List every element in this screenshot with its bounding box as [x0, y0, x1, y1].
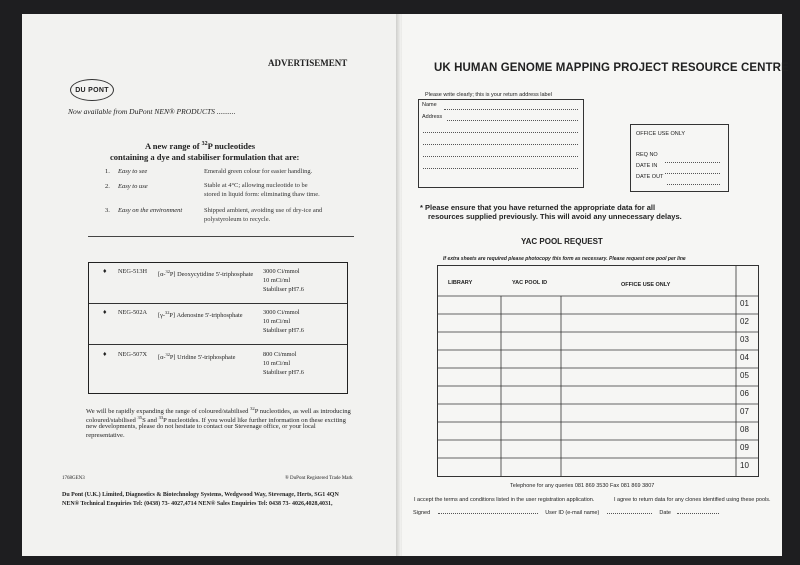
body-line: We will be rapidly expanding the range of coloured/stabilised $^{32}$P nucleotides, as well as introducing	[86, 406, 351, 416]
column-header-library: LIBRARY	[448, 280, 473, 286]
bullet-icon: ♦	[103, 267, 107, 275]
signature-field[interactable]	[438, 513, 538, 514]
req-no-label: REQ NO	[636, 152, 658, 158]
library-cell[interactable]	[438, 314, 501, 332]
library-cell[interactable]	[438, 404, 501, 422]
product-spec: Stabiliser pH7.6	[263, 369, 304, 376]
date-out-label: DATE OUT	[636, 174, 664, 180]
company-address: Du Pont (U.K.) Limited, Diagnostics & Biotechnology Systems, Wedgwood Way, Stevenage, Herts, SG1 4QN	[62, 492, 339, 498]
name-label: Name	[422, 102, 437, 108]
feature-description: Emerald green colour for easier handling.	[204, 168, 313, 175]
row-number: 07	[740, 407, 749, 416]
row-number: 03	[740, 335, 749, 344]
library-cell[interactable]	[438, 332, 501, 350]
product-code: NEG-502A	[118, 309, 148, 316]
yac-pool-id-cell[interactable]	[501, 332, 561, 350]
address-field[interactable]	[423, 156, 578, 157]
row-number: 08	[740, 425, 749, 434]
headline-line-2: containing a dye and stabiliser formulation that are:	[110, 152, 300, 162]
address-prompt: Please write clearly; this is your return address label	[425, 92, 552, 98]
yac-pool-id-cell[interactable]	[501, 296, 561, 314]
library-cell[interactable]	[438, 368, 501, 386]
office-use-cell	[561, 386, 736, 404]
trademark-note: ® DuPont Registered Trade Mark	[285, 476, 353, 481]
address-field[interactable]	[423, 168, 578, 169]
user-id-label: User ID (e-mail name)	[545, 510, 600, 516]
advertisement-label: ADVERTISEMENT	[268, 58, 348, 68]
row-number: 02	[740, 317, 749, 326]
yac-pool-id-cell[interactable]	[501, 404, 561, 422]
reference-code: 1768GEN3	[62, 476, 85, 481]
page-title: UK HUMAN GENOME MAPPING PROJECT RESOURCE CENTRE	[434, 62, 789, 74]
dupont-logo	[70, 79, 114, 101]
product-spec: 10 mCi/ml	[263, 318, 291, 325]
product-name: [γ-$^{32}$P] Adenosine 5'-triphosphate	[158, 310, 243, 320]
yac-request-title: YAC POOL REQUEST	[521, 237, 603, 246]
column-header-office-use: OFFICE USE ONLY	[621, 282, 671, 288]
office-use-cell	[561, 368, 736, 386]
warning-line: resources supplied previously. This will avoid any unnecessary delays.	[428, 212, 682, 221]
yac-request-table	[437, 265, 759, 477]
product-spec: 3000 Ci/mmol	[263, 268, 300, 275]
row-number: 05	[740, 371, 749, 380]
library-cell[interactable]	[438, 422, 501, 440]
office-use-cell	[561, 332, 736, 350]
date-label: Date	[659, 510, 671, 516]
signed-label: Signed	[413, 510, 431, 516]
office-use-cell	[561, 350, 736, 368]
product-spec: 10 mCi/ml	[263, 360, 291, 367]
column-header-yac-pool-id: YAC POOL ID	[512, 280, 548, 286]
product-table	[88, 262, 348, 394]
yac-note: If extra sheets are required please photocopy this form as necessary. Please request one pool per line	[443, 256, 686, 262]
product-spec: Stabiliser pH7.6	[263, 286, 304, 293]
feature-number: 1.	[105, 168, 110, 175]
feature-label: Easy on the environment	[118, 207, 183, 214]
feature-description: polystyroleum to recycle.	[204, 216, 271, 223]
yac-pool-id-cell[interactable]	[501, 314, 561, 332]
yac-pool-id-cell[interactable]	[501, 350, 561, 368]
office-use-cell	[561, 422, 736, 440]
available-line: Now available from DuPont NEN® PRODUCTS ..........	[68, 107, 236, 116]
product-name: [α-$^{32}$P] Uridine 5'-triphosphate	[158, 352, 236, 362]
divider	[88, 236, 354, 237]
yac-pool-id-cell[interactable]	[501, 386, 561, 404]
signature-row	[413, 510, 723, 516]
feature-number: 3.	[105, 207, 110, 214]
accept-terms-text: I accept the terms and conditions listed in the user registration application.	[414, 497, 595, 503]
headline-line-1: A new range of $^{32}$P nucleotides	[145, 141, 256, 151]
office-use-cell	[561, 458, 736, 476]
product-spec: 10 mCi/ml	[263, 277, 291, 284]
feature-label: Easy to see	[118, 168, 148, 175]
row-number: 04	[740, 353, 749, 362]
feature-label: Easy to use	[118, 183, 148, 190]
yac-pool-id-cell[interactable]	[501, 368, 561, 386]
date-out-field[interactable]	[667, 184, 720, 185]
library-cell[interactable]	[438, 296, 501, 314]
row-number: 10	[740, 461, 749, 470]
office-use-cell	[561, 440, 736, 458]
yac-pool-id-cell[interactable]	[501, 440, 561, 458]
logo-text: DU PONT	[75, 86, 109, 94]
library-cell[interactable]	[438, 440, 501, 458]
feature-number: 2.	[105, 183, 110, 190]
address-field[interactable]	[423, 144, 578, 145]
return-address-box[interactable]	[418, 99, 584, 188]
date-in-label: DATE IN	[636, 163, 658, 169]
product-spec: 800 Ci/mmol	[263, 351, 297, 358]
office-use-cell	[561, 296, 736, 314]
divider	[89, 344, 347, 345]
office-use-cell	[561, 404, 736, 422]
product-code: NEG-513H	[118, 268, 148, 275]
row-number: 01	[740, 299, 749, 308]
phone-line: Telephone for any queries 081 869 3530 Fax 081 869 3807	[510, 483, 655, 489]
name-field[interactable]	[444, 109, 578, 110]
date-in-field[interactable]	[665, 173, 720, 174]
address-field[interactable]	[447, 120, 578, 121]
row-number: 09	[740, 443, 749, 452]
library-cell[interactable]	[438, 386, 501, 404]
req-no-field[interactable]	[665, 162, 720, 163]
body-line: representative.	[86, 432, 125, 439]
enquiries-line: NEN® Technical Enquiries Tel: (0438) 73- 4027,4714 NEN® Sales Enquiries Tel: 0438 73- 4026,4028,4031,	[62, 501, 333, 507]
user-id-field[interactable]	[607, 513, 652, 514]
yac-pool-id-cell[interactable]	[501, 422, 561, 440]
body-line: coloured/stabilised $^{35}$S and $^{33}$P nucleotides. If you would like further information on these exciting	[86, 415, 346, 425]
date-field[interactable]	[677, 513, 719, 514]
body-line: new developments, please do not hesitate to contact our Stevenage office, or your local	[86, 423, 316, 430]
asterisk-icon: *	[420, 203, 426, 212]
warning-line	[420, 203, 655, 212]
address-field[interactable]	[423, 132, 578, 133]
warning-text: Please ensure that you have returned the appropriate data for all	[425, 203, 656, 212]
office-use-heading: OFFICE USE ONLY	[636, 131, 686, 137]
bullet-icon: ♦	[103, 308, 107, 316]
library-cell[interactable]	[438, 458, 501, 476]
office-use-cell	[561, 314, 736, 332]
row-number: 06	[740, 389, 749, 398]
library-cell[interactable]	[438, 350, 501, 368]
product-spec: Stabiliser pH7.6	[263, 327, 304, 334]
agree-return-text: I agree to return data for any clones identified using these pools.	[614, 497, 771, 503]
product-spec: 3000 Ci/mmol	[263, 309, 300, 316]
divider	[89, 303, 347, 304]
product-code: NEG-507X	[118, 351, 148, 358]
yac-pool-id-cell[interactable]	[501, 458, 561, 476]
bullet-icon: ♦	[103, 350, 107, 358]
address-label: Address	[422, 114, 443, 120]
product-name: [α-$^{32}$P] Deoxycytidine 5'-triphosphate	[158, 269, 254, 279]
feature-description: Shipped ambient, avoiding use of dry-ice and	[204, 207, 323, 214]
feature-description: Stable at 4°C; allowing nucleotide to be	[204, 182, 308, 189]
feature-description: stored in liquid form: eliminating thaw time.	[204, 191, 320, 198]
